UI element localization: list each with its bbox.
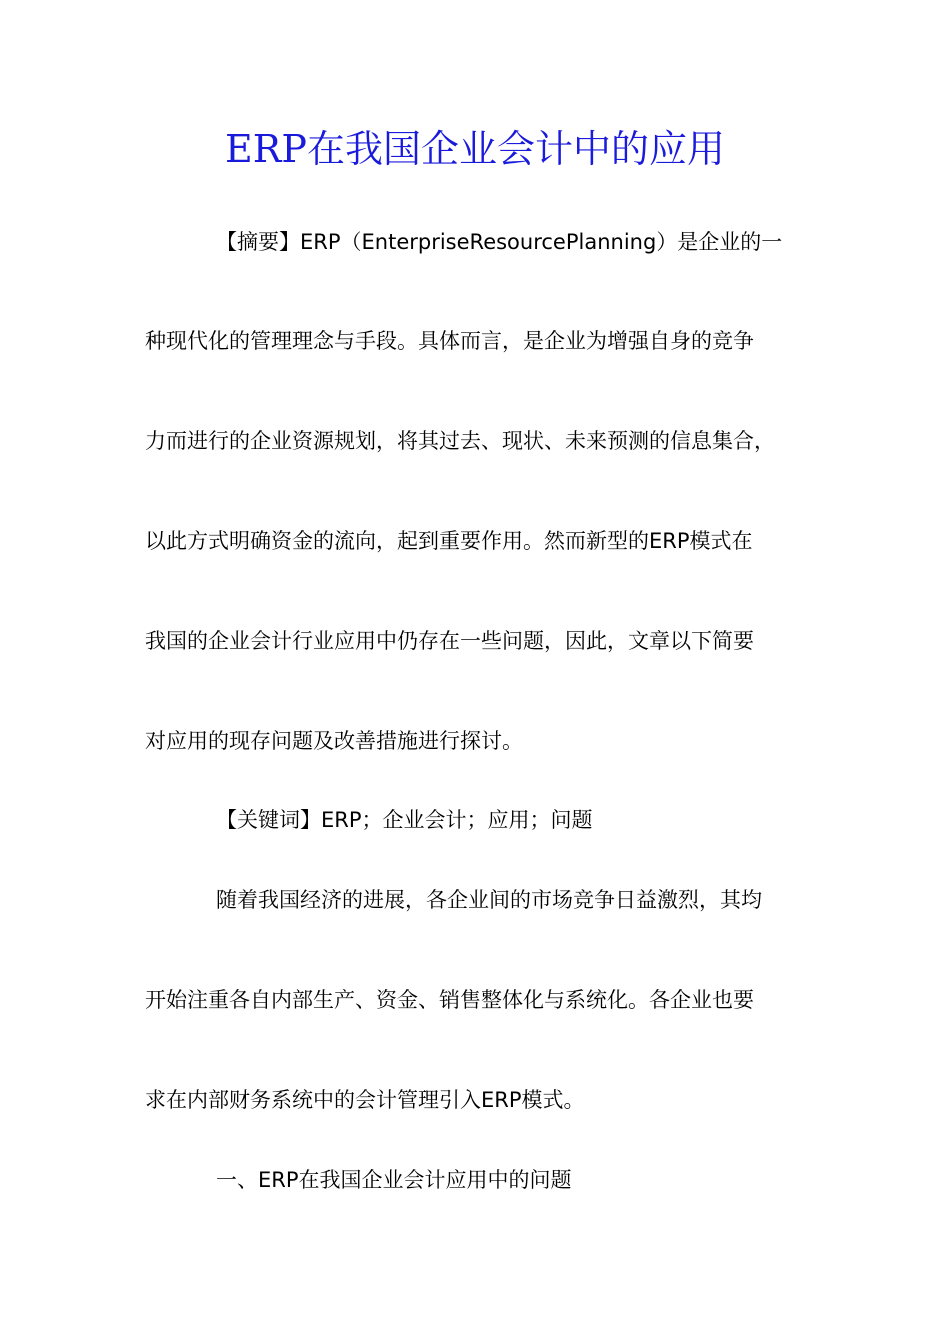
intro-line: 求在内部财务系统中的会计管理引入ERP模式。 [145, 1088, 585, 1112]
abstract-line: 以此方式明确资金的流向，起到重要作用。然而新型的ERP模式在 [145, 529, 753, 553]
abstract-line: 力而进行的企业资源规划，将其过去、现状、未来预测的信息集合， [145, 429, 775, 453]
abstract-line: 种现代化的管理理念与手段。具体而言，是企业为增强自身的竞争 [145, 329, 754, 353]
section-heading: 一、ERP在我国企业会计应用中的问题 [216, 1168, 572, 1192]
intro-line: 开始注重各自内部生产、资金、销售整体化与系统化。各企业也要 [145, 988, 754, 1012]
abstract-line: 我国的企业会计行业应用中仍存在一些问题，因此，文章以下简要 [145, 629, 754, 653]
document-title: ERP在我国企业会计中的应用 [225, 127, 725, 171]
intro-line: 随着我国经济的进展，各企业间的市场竞争日益激烈，其均 [216, 888, 762, 912]
abstract-line: 对应用的现存问题及改善措施进行探讨。 [145, 729, 523, 753]
keywords-line: 【关键词】ERP；企业会计；应用；问题 [216, 808, 593, 832]
abstract-line: 【摘要】ERP（EnterpriseResourcePlanning）是企业的一 [216, 230, 783, 254]
